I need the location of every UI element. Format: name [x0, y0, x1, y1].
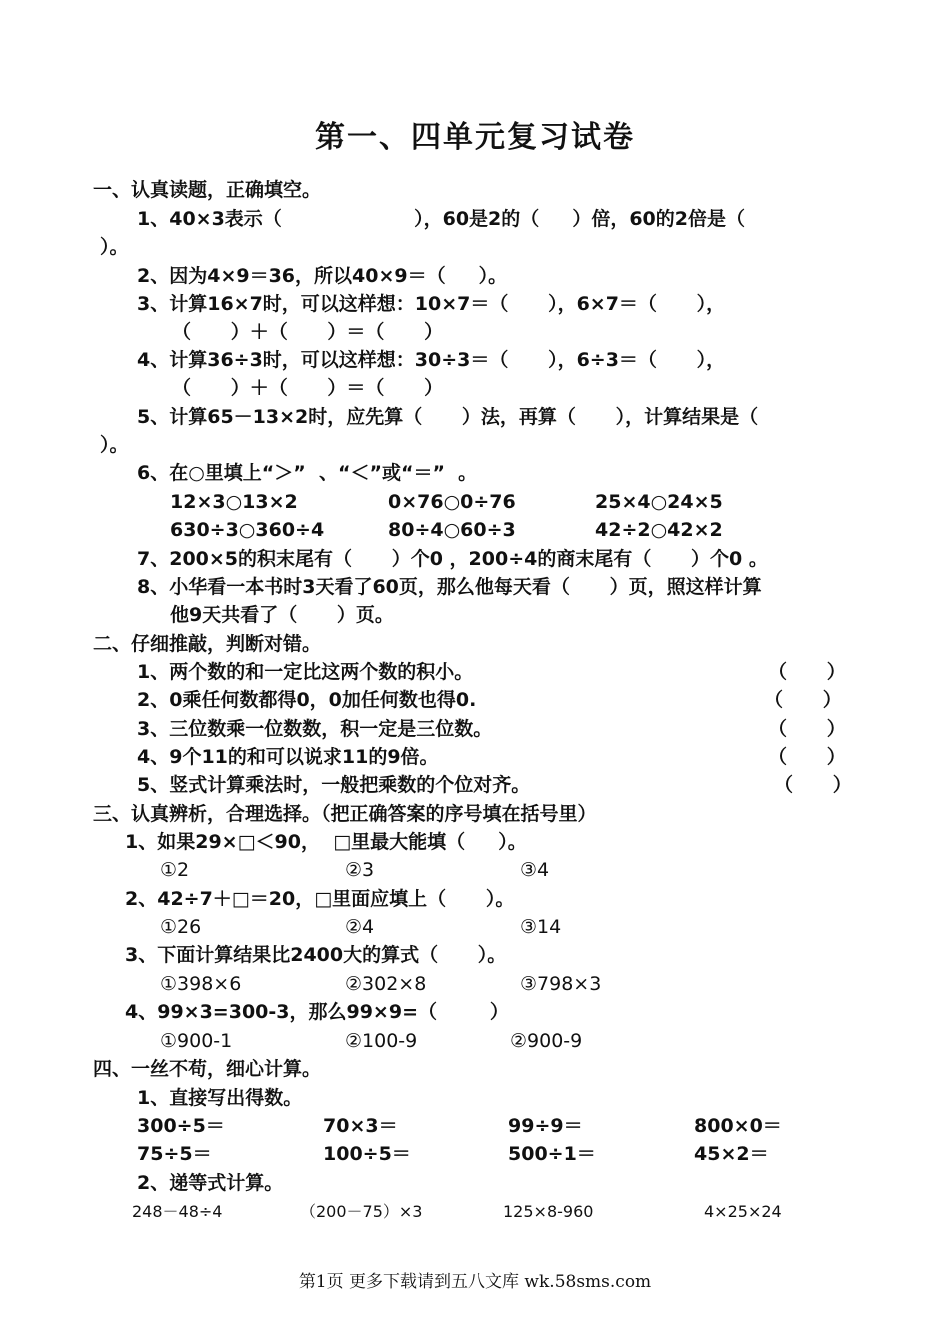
section-1-heading: 一、认真读题，正确填空。 [93, 179, 322, 201]
step-calc-item: 4×25×24 [704, 1202, 782, 1221]
s1-q2: 2、因为4×9＝36，所以40×9＝（ ）。 [137, 265, 508, 287]
calc-item: 100÷5＝ [323, 1143, 411, 1165]
s1-q4-line2: （ ）＋（ ）＝（ ） [172, 377, 444, 399]
compare-item: 25×4○24×5 [595, 491, 723, 513]
calc-item: 45×2＝ [694, 1143, 769, 1165]
choice-question: 1、如果29×□＜90， □里最大能填（ ）。 [125, 831, 527, 853]
section-2-heading: 二、仔细推敲，判断对错。 [93, 633, 322, 655]
choice-option: ②302×8 [345, 973, 427, 995]
choice-option: ②900-9 [510, 1030, 583, 1052]
choice-question: 4、99×3=300-3，那么99×9=（ ） [125, 1001, 509, 1023]
s1-q1-line2: ）。 [100, 236, 129, 258]
choice-option: ①398×6 [160, 973, 242, 995]
s1-q5-line1: 5、计算65－13×2时，应先算（ ）法，再算（ ），计算结果是（ [137, 406, 759, 428]
calc-item: 300÷5＝ [137, 1115, 225, 1137]
calc-item: 75÷5＝ [137, 1143, 212, 1165]
s1-q3-line1: 3、计算16×7时，可以这样想：10×7＝（ ），6×7＝（ ）， [137, 293, 726, 315]
choice-option: ③4 [520, 859, 550, 881]
choice-option: ①2 [160, 859, 190, 881]
s1-q3-line2: （ ）＋（ ）＝（ ） [172, 321, 444, 343]
choice-option: ②3 [345, 859, 375, 881]
judge-paren: （ ） [768, 661, 846, 683]
choice-option: ③798×3 [520, 973, 602, 995]
choice-question: 2、42÷7＋□＝20，□里面应填上（ ）。 [125, 888, 515, 910]
compare-item: 0×76○0÷76 [388, 491, 516, 513]
choice-option: ①26 [160, 916, 202, 938]
s1-q4-line1: 4、计算36÷3时，可以这样想：30÷3＝（ ），6÷3＝（ ）， [137, 349, 726, 371]
page-title: 第一、四单元复习试卷 [315, 120, 635, 155]
calc-item: 500÷1＝ [508, 1143, 596, 1165]
page-footer: 第1页 更多下载请到五八文库 wk.58sms.com [298, 1272, 652, 1292]
s4-sub-heading: 2、递等式计算。 [137, 1172, 284, 1194]
s1-q8-line1: 8、小华看一本书时3天看了60页，那么他每天看（ ）页，照这样计算 [137, 576, 762, 598]
choice-option: ②4 [345, 916, 375, 938]
choice-option: ①900-1 [160, 1030, 233, 1052]
step-calc-item: 248－48÷4 [132, 1202, 223, 1221]
judge-item: 1、两个数的和一定比这两个数的积小。 [137, 661, 474, 683]
judge-paren: （ ） [768, 718, 846, 740]
judge-paren: （ ） [774, 774, 852, 796]
s1-q6: 6、在○里填上“＞” 、“＜”或“＝” 。 [137, 462, 478, 484]
step-calc-item: （200－75）×3 [300, 1202, 423, 1221]
s1-q8-line2: 他9天共看了（ ）页。 [170, 604, 394, 626]
s1-q7: 7、200×5的积末尾有（ ）个0 ，200÷4的商末尾有（ ）个0 。 [137, 548, 768, 570]
section-3-heading: 三、认真辨析，合理选择。（把正确答案的序号填在括号里） [93, 803, 597, 825]
section-4-heading: 四、一丝不苟，细心计算。 [93, 1058, 322, 1080]
judge-paren: （ ） [768, 746, 846, 768]
judge-item: 4、9个11的和可以说求11的9倍。 [137, 746, 439, 768]
judge-item: 2、0乘任何数都得0，0加任何数也得0. [137, 689, 477, 711]
s1-q5-line2: ）。 [100, 434, 129, 456]
compare-item: 80÷4○60÷3 [388, 519, 516, 541]
choice-option: ③14 [520, 916, 562, 938]
compare-item: 42÷2○42×2 [595, 519, 723, 541]
compare-item: 630÷3○360÷4 [170, 519, 325, 541]
choice-question: 3、下面计算结果比2400大的算式（ ）。 [125, 944, 507, 966]
judge-item: 5、竖式计算乘法时，一般把乘数的个位对齐。 [137, 774, 531, 796]
step-calc-item: 125×8-960 [503, 1202, 594, 1221]
s1-q1-line1: 1、40×3表示（ ），60是2的（ ）倍，60的2倍是（ [137, 208, 745, 230]
choice-option: ②100-9 [345, 1030, 418, 1052]
s4-sub-heading: 1、直接写出得数。 [137, 1087, 303, 1109]
compare-item: 12×3○13×2 [170, 491, 298, 513]
judge-item: 3、三位数乘一位数数，积一定是三位数。 [137, 718, 493, 740]
calc-item: 800×0＝ [694, 1115, 782, 1137]
calc-item: 99÷9＝ [508, 1115, 583, 1137]
judge-paren: （ ） [764, 689, 842, 711]
calc-item: 70×3＝ [323, 1115, 398, 1137]
